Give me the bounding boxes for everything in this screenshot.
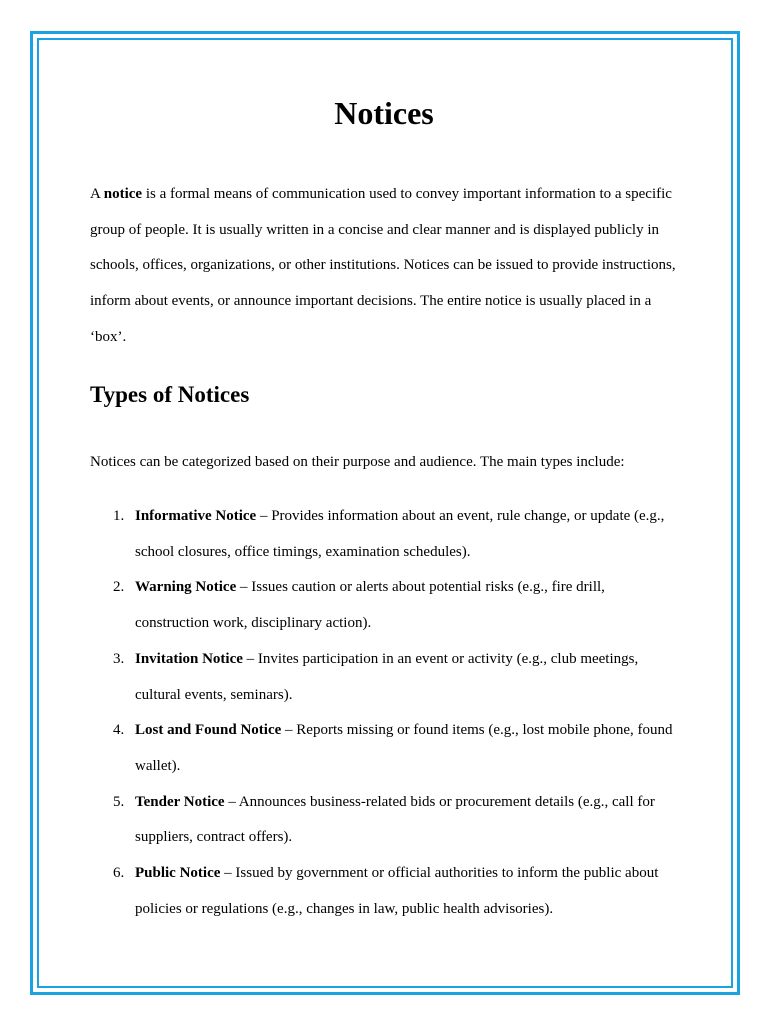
list-item-number: 5. xyxy=(113,793,125,810)
list-item-number: 1. xyxy=(113,508,125,524)
intro-paragraph xyxy=(90,177,680,356)
list-item-term: Public Notice xyxy=(135,865,221,882)
list-item-number: 3. xyxy=(113,650,125,667)
list-item xyxy=(90,713,680,784)
list-item xyxy=(90,499,680,570)
list-item-number: 6. xyxy=(113,865,125,882)
list-item xyxy=(90,785,680,856)
list-item-text: – Issued by government or official authorities to inform the public about policies or regulations (e.g., changes in law, public health advisories). xyxy=(135,865,659,917)
intro-prefix: A xyxy=(90,186,104,202)
section-heading: Types of Notices xyxy=(90,382,250,407)
list-item xyxy=(90,856,680,927)
list-item-term: Warning Notice xyxy=(135,579,237,596)
list-item-text: – Provides information about an event, rule change, or update (e.g., school closures, office timings, examination schedules). xyxy=(135,508,665,560)
list-item-text: – Invites participation in an event or activity (e.g., club meetings, cultural events, seminars). xyxy=(135,650,639,703)
list-item-number: 4. xyxy=(113,722,125,739)
intro-bold-term: notice xyxy=(103,186,143,202)
list-item-number: 2. xyxy=(113,579,125,596)
list-item-text: – Reports missing or found items (e.g., lost mobile phone, found wallet). xyxy=(135,722,673,774)
list-item xyxy=(90,642,680,713)
intro-text: is a formal means of communication used to convey important information to a specific group of people. It is usually written in a concise and clear manner and is displayed publicly in schools, offices, organizations, or other institutions. Notices can be issued to provide instructions, inform about events, or announce important decisions. The entire notice is usually placed in a ‘box’. xyxy=(90,186,676,345)
list-item-term: Lost and Found Notice xyxy=(135,722,282,739)
page-title: Notices xyxy=(334,95,434,131)
list-item-text: – Issues caution or alerts about potential risks (e.g., fire drill, construction work, disciplinary action). xyxy=(135,579,605,632)
list-item xyxy=(90,570,680,641)
section-intro: Notices can be categorized based on their purpose and audience. The main types include: xyxy=(90,454,625,470)
list-item-term: Tender Notice xyxy=(135,793,225,810)
notice-types-list xyxy=(90,499,680,927)
list-item-term: Informative Notice xyxy=(135,508,257,524)
list-item-text: – Announces business-related bids or procurement details (e.g., call for suppliers, contract offers). xyxy=(135,793,655,846)
list-item-term: Invitation Notice xyxy=(135,650,243,667)
